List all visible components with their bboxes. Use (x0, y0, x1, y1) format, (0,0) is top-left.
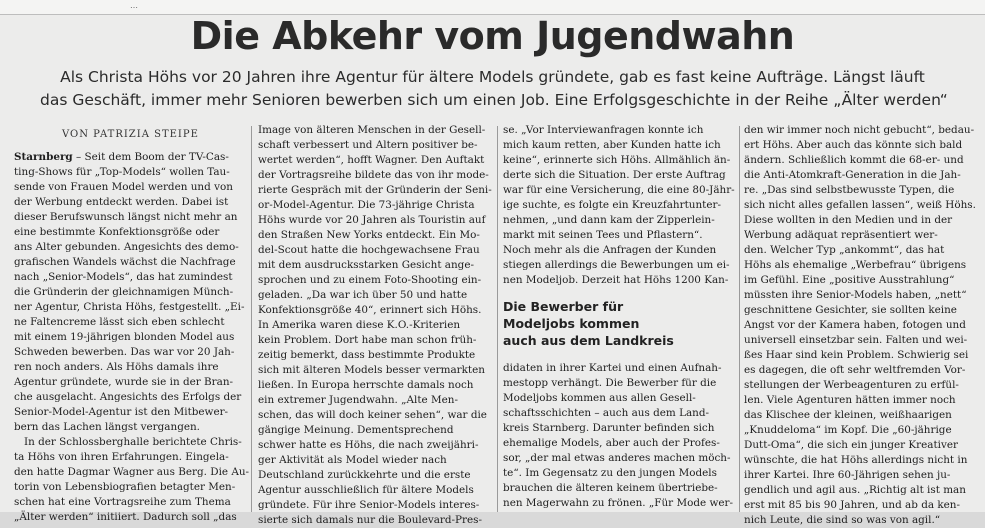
text-line: schaftsschichten – auch aus dem Land- (503, 407, 710, 419)
text-line: Modeljobs kommen aus allen Gesell- (503, 392, 696, 404)
text-line: sprochen und zu einem Foto-Shooting ein- (258, 274, 482, 286)
subhead-line: Modeljobs kommen (503, 316, 640, 331)
text-line: Deutschland zurückkehrte und die erste (258, 469, 471, 481)
text-line: ta Höhs von ihren Erfahrungen. Eingela- (14, 451, 229, 463)
text-line (14, 150, 246, 165)
text-line: In der Schlossberghalle berichtete Chris- (24, 436, 242, 448)
text-line: sich mit älteren Models besser vermarkten (258, 364, 485, 376)
text-line: ehemalige Models, aber auch der Profes- (503, 437, 720, 449)
text-line: ren noch anders. Als Höhs damals ihre (14, 361, 219, 373)
text-line: Schweden bewerben. Das war vor 20 Jah- (14, 346, 235, 358)
text-line: dieser Berufswunsch längst nicht mehr an (14, 211, 238, 223)
text-line: schen, das will doch keiner sehen“, war die (258, 409, 487, 421)
text-line: Agentur ausschließlich für ältere Models (258, 484, 474, 496)
subhead-line: Die Bewerber für (503, 299, 624, 314)
text-line: ne Faltencreme lässt sich eben schlecht (14, 316, 225, 328)
text-line: „Älter werden“ initiiert. Dadurch soll „das (14, 511, 237, 523)
text-line: Image von älteren Menschen in der Gesell- (258, 124, 486, 136)
text-line: del-Scout hatte die hochgewachsene Frau (258, 244, 480, 256)
text-line: erst mit 85 bis 90 Jahren, und ab da ken- (744, 499, 960, 511)
text-line: zeitig bemerkt, dass bestimmte Produkte (258, 349, 476, 361)
text-line: kein Problem. Dort habe man schon früh- (258, 334, 477, 346)
text-line: gängige Meinung. Dementsprechend (258, 424, 454, 436)
text-line: ließen. In Europa herrschte damals noch (258, 379, 474, 391)
text-line: ihrer Kartei. Ihre 60-Jährigen sehen ju- (744, 469, 951, 481)
text-line: derte sich die Situation. Der erste Auftrag (503, 169, 726, 181)
text-line: mich kaum retten, aber Kunden hatte ich (503, 139, 721, 151)
text-line: te“. Im Gegensatz zu den jungen Models (503, 467, 717, 479)
text-line: eine bestimmte Konfektionsgröße oder (14, 226, 220, 238)
text-run: – Seit dem Boom der TV-Cas- (72, 151, 229, 163)
text-line: ändern. Schließlich kommt die 68-er- und (744, 154, 964, 166)
text-line: schen hat eine Vortragsreihe zum Thema (14, 496, 231, 508)
text-line: Senior-Model-Agentur ist den Mitbewer- (14, 406, 229, 418)
text-line: nich Leute, die sind so was von agil.“ (744, 514, 941, 526)
dek-line: das Geschäft, immer mehr Senioren bewerben sich um einen Job. Eine Erfolgsgeschichte in der Reihe „Älter werden“ (40, 91, 948, 109)
text-line: gendlich und agil aus. „Richtig alt ist man (744, 484, 966, 496)
text-line: das Klischee der kleinen, weißhaarigen (744, 409, 952, 421)
text-line: gründete. Für ihre Senior-Models interes- (258, 499, 480, 511)
text-line: rierte Gespräch mit der Gründerin der Seni- (258, 184, 492, 196)
text-column-4 (744, 123, 978, 526)
text-line: geladen. „Da war ich über 50 und hatte (258, 289, 468, 301)
text-line: der Werbung entdeckt werden. Dabei ist (14, 196, 229, 208)
text-line: mit dem ausdrucksstarken Gesicht ange- (258, 259, 474, 271)
text-line: nen Magerwahn zu frönen. „Für Mode wer- (503, 497, 733, 509)
text-line: Höhs wurde vor 20 Jahren als Touristin auf (258, 214, 486, 226)
text-line: In Amerika waren diese K.O.-Kriterien (258, 319, 461, 331)
text-line: sende von Frauen Model werden und von (14, 181, 233, 193)
text-line: schwer hatte es Höhs, die nach zweijähri- (258, 439, 479, 451)
text-line: didaten in ihrer Kartei und einen Aufnah- (503, 362, 722, 374)
text-line: re. „Das sind selbstbewusste Typen, die (744, 184, 955, 196)
text-line: Dutt-Oma“, die sich ein junger Kreativer (744, 439, 958, 451)
text-line: geschnittene Gesichter, sie sollten keine (744, 304, 957, 316)
text-line: den. Welcher Typ „ankommt“, das hat (744, 244, 945, 256)
article-dek (40, 66, 948, 112)
text-line: universell einsetzbar sein. Falten und wei- (744, 334, 968, 346)
text-line: nach „Senior-Models“, das hat zumindest (14, 271, 233, 283)
text-line: nehmen, „und dann kam der Zipperlein- (503, 214, 715, 226)
column-divider (251, 126, 252, 512)
text-column-2 (258, 123, 493, 526)
text-line: len. Viele Agenturen hätten immer noch (744, 394, 956, 406)
text-line: Konfektionsgröße 40“, erinnert sich Höhs. (258, 304, 482, 316)
text-line: Agentur gründete, wurde sie in der Bran- (14, 376, 234, 388)
text-line: mestopp verhängt. Die Bewerber für die (503, 377, 717, 389)
text-line: die Anti-Atomkraft-Generation in die Jah- (744, 169, 961, 181)
text-line: keine“, erinnerte sich Höhs. Allmählich än- (503, 154, 731, 166)
column-divider (739, 126, 740, 512)
subhead-line: auch aus dem Landkreis (503, 333, 674, 348)
text-line: or-Model-Agentur. Die 73-jährige Christa (258, 199, 475, 211)
column-divider (497, 126, 498, 512)
text-line: „Knuddeloma“ im Kopf. Die „60-jährige (744, 424, 952, 436)
text-line: ige suchte, es folgte ein Kreuzfahrtunter- (503, 199, 721, 211)
text-line: den wir immer noch nicht gebucht“, bedau- (744, 124, 975, 136)
text-line: im Gefühl. Eine „positive Ausstrahlung“ (744, 274, 955, 286)
text-line: ßes Haar sind kein Problem. Schwierig sei (744, 349, 969, 361)
text-line: stiegen allerdings die Bewerbungen um ei- (503, 259, 730, 271)
text-line: es dagegen, die oft sehr weltfremden Vor- (744, 364, 966, 376)
text-line: wertet werden“, hofft Wagner. Den Auftakt (258, 154, 485, 166)
article-subheading (503, 298, 735, 349)
text-line: Noch mehr als die Anfragen der Kunden (503, 244, 717, 256)
header-strip (0, 0, 985, 15)
text-line: grafischen Wandels wächst die Nachfrage (14, 256, 236, 268)
text-line: Diese wollten in den Medien und in der (744, 214, 953, 226)
text-line: ting-Shows für „Top-Models“ wollen Tau- (14, 166, 230, 178)
text-line: der Vortragsreihe bildete das von ihr mode- (258, 169, 489, 181)
text-line: che ausgelacht. Angesichts des Erfolgs der (14, 391, 242, 403)
text-line: schaft verbessert und Altern positiver be- (258, 139, 478, 151)
text-line: sich nicht alles gefallen lassen“, weiß Höhs. (744, 199, 976, 211)
text-line: mit einem 19-jährigen blonden Model aus (14, 331, 235, 343)
text-column-3 (503, 123, 735, 512)
text-line: bern das Lachen längst vergangen. (14, 421, 200, 433)
text-line: Höhs als ehemalige „Werbefrau“ übrigens (744, 259, 967, 271)
text-line: Werbung adäquat repräsentiert wer- (744, 229, 938, 241)
dateline: Starnberg (14, 151, 73, 163)
text-line: wünschte, die hat Höhs allerdings nicht in (744, 454, 968, 466)
text-line: den Straßen New Yorks entdeckt. Ein Mo- (258, 229, 480, 241)
text-line: die Gründerin der gleichnamigen Münch- (14, 286, 234, 298)
text-line: ner Agentur, Christa Höhs, festgestellt. „Ei- (14, 301, 245, 313)
text-column-1 (14, 123, 250, 523)
header-date: … (130, 1, 138, 10)
text-line: stellungen der Werbeagenturen zu erfül- (744, 379, 959, 391)
text-line: war für eine Versicherung, die eine 80-Jähr- (503, 184, 735, 196)
text-line: ans Alter gebunden. Angesichts des demo- (14, 241, 239, 253)
text-line: torin von Lebensbiografien betagter Men- (14, 481, 236, 493)
text-line: sierte sich damals nur die Boulevard-Pres- (258, 514, 483, 526)
dek-line: Als Christa Höhs vor 20 Jahren ihre Agentur für ältere Models gründete, gab es fast keine Aufträge. Längst läuft (60, 68, 925, 86)
text-line: nen Modeljob. Derzeit hat Höhs 1200 Kan- (503, 274, 729, 286)
text-line: den hatte Dagmar Wagner aus Berg. Die Au- (14, 466, 250, 478)
text-line: ein extremer Jugendwahn. „Alte Men- (258, 394, 458, 406)
text-line: brauchen die älteren keinem übertriebe- (503, 482, 718, 494)
text-line: se. „Vor Interviewanfragen konnte ich (503, 124, 704, 136)
text-line: müssten ihre Senior-Models haben, „nett“ (744, 289, 967, 301)
text-line: ert Höhs. Aber auch das könnte sich bald (744, 139, 963, 151)
article-headline: Die Abkehr vom Jugendwahn (190, 14, 795, 58)
text-line: markt mit seinen Tees und Pflastern“. (503, 229, 703, 241)
text-line: ger Aktivität als Model wieder nach (258, 454, 447, 466)
text-line: sor, „der mal etwas anderes machen möch- (503, 452, 731, 464)
byline: VON PATRIZIA STEIPE (62, 129, 199, 140)
text-line: kreis Starnberg. Darunter befinden sich (503, 422, 715, 434)
text-line: Angst vor der Kamera haben, fotogen und (744, 319, 966, 331)
